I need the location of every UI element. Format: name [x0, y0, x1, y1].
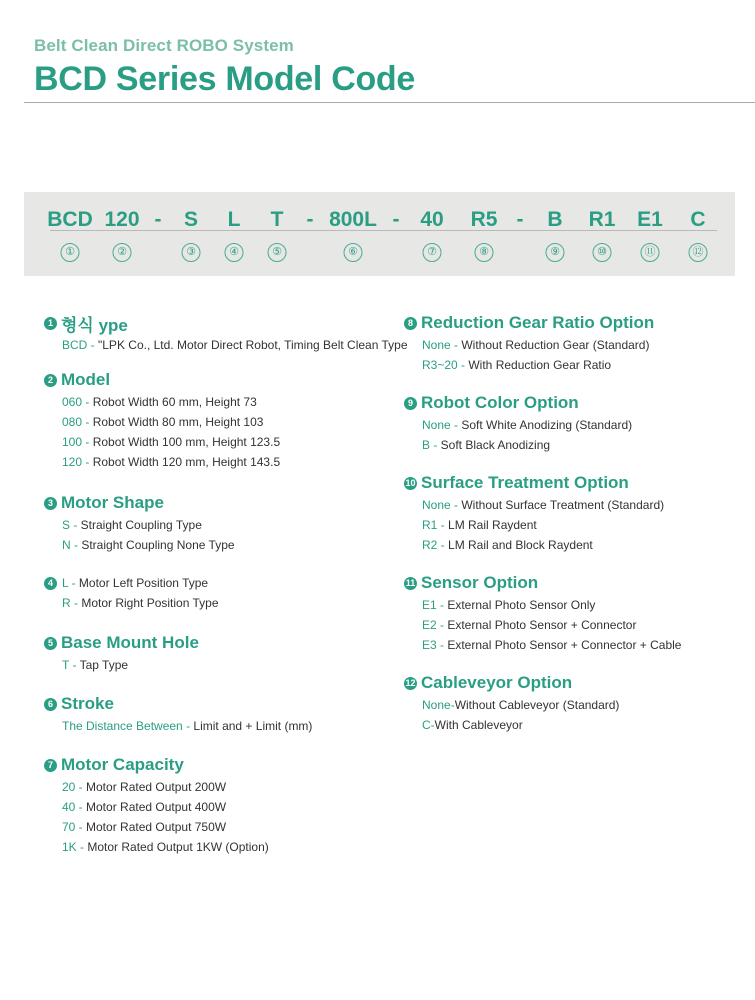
- list-item: [404, 415, 744, 435]
- code-number-2: ②: [113, 243, 132, 262]
- item-code: None -: [422, 338, 462, 352]
- code-number-9: ⑨: [546, 243, 565, 262]
- section-motor-shape: [44, 491, 374, 573]
- section-surface-treatment: [404, 471, 744, 571]
- list-item: [44, 515, 374, 535]
- section-number-badge: 10: [405, 477, 416, 488]
- section-title: Motor Shape: [61, 493, 164, 512]
- item-code: N -: [62, 538, 82, 552]
- item-code: The Distance Between -: [62, 719, 194, 733]
- item-text: Soft Black Anodizing: [440, 438, 551, 452]
- item-code: 40 -: [62, 800, 87, 814]
- code-number-3: ③: [182, 243, 201, 262]
- section-heading: [44, 311, 374, 335]
- code-part-motor-position: L: [227, 208, 241, 231]
- code-number-10: ⑩: [593, 243, 612, 262]
- item-text: Soft White Anodizing (Standard): [461, 418, 633, 432]
- item-text: Robot Width 80 mm, Height 103: [92, 415, 264, 429]
- section-heading: [404, 311, 744, 335]
- code-number-4: ④: [225, 243, 244, 262]
- item-code: S -: [62, 518, 81, 532]
- code-part-dash: -: [392, 208, 400, 231]
- section-sensor: [404, 571, 744, 671]
- item-text: External Photo Sensor + Connector + Cable: [447, 638, 682, 652]
- item-text: Without Cableveyor (Standard): [454, 698, 620, 712]
- section-title: Reduction Gear Ratio Option: [421, 313, 655, 332]
- item-code: E3 -: [422, 638, 448, 652]
- item-code: R1 -: [422, 518, 449, 532]
- item-text: Motor Left Position Type: [78, 576, 209, 590]
- section-title: Stroke: [61, 694, 114, 713]
- section-heading: [44, 692, 374, 716]
- right-column: [404, 311, 744, 735]
- section-title: 형식 ype: [61, 315, 128, 335]
- code-part-dash: -: [516, 208, 524, 231]
- list-item: [404, 335, 744, 355]
- code-part-sensor: E1: [637, 208, 663, 231]
- section-number-badge: 7: [44, 759, 57, 772]
- list-item: [44, 797, 374, 817]
- code-number-1: ①: [61, 243, 80, 262]
- section-heading: [404, 471, 744, 495]
- list-item: [404, 715, 744, 735]
- item-code: R2 -: [422, 538, 449, 552]
- item-code: 080 -: [62, 415, 93, 429]
- section-heading: [44, 631, 374, 655]
- item-text: External Photo Sensor + Connector: [447, 618, 637, 632]
- section-stroke: [44, 692, 374, 753]
- section-heading: [44, 753, 374, 777]
- section-base-mount-hole: [44, 631, 374, 692]
- item-code: C-: [422, 718, 435, 732]
- code-part-bcd: BCD: [47, 208, 93, 231]
- item-code: 20 -: [62, 780, 87, 794]
- section-reduction-gear: [404, 311, 744, 391]
- list-item: [44, 335, 408, 355]
- item-code: None -: [422, 418, 462, 432]
- section-number-badge: 6: [44, 698, 57, 711]
- code-part-dash: -: [306, 208, 314, 231]
- item-code: 1K -: [62, 840, 88, 854]
- item-text: Motor Rated Output 1KW (Option): [87, 840, 269, 854]
- item-code: E2 -: [422, 618, 448, 632]
- list-item: [404, 595, 744, 615]
- item-code: T -: [62, 658, 80, 672]
- list-item: [404, 355, 744, 375]
- item-text: External Photo Sensor Only: [447, 598, 596, 612]
- item-text: Motor Rated Output 400W: [86, 800, 227, 814]
- item-code: 060 -: [62, 395, 93, 409]
- section-number-badge: 1: [44, 317, 57, 330]
- code-part-motor-capacity: 40: [420, 208, 444, 231]
- item-text: Tap Type: [79, 658, 129, 672]
- page-subtitle: Belt Clean Direct ROBO System: [34, 36, 294, 55]
- header-divider: [24, 102, 755, 103]
- list-item: [404, 695, 744, 715]
- list-item: [44, 716, 374, 736]
- item-text: Without Surface Treatment (Standard): [461, 498, 665, 512]
- section-heading: [404, 391, 744, 415]
- page-title: BCD Series Model Code: [34, 60, 415, 98]
- section-motor-capacity: [44, 753, 374, 857]
- item-code: 120 -: [62, 455, 93, 469]
- model-code-band: [24, 192, 735, 276]
- item-code: 100 -: [62, 435, 93, 449]
- item-text: Robot Width 60 mm, Height 73: [92, 395, 257, 409]
- code-part-base-mount: T: [270, 208, 284, 231]
- section-number-badge: 11: [405, 577, 416, 588]
- section-title: Cableveyor Option: [421, 673, 573, 692]
- list-item: [44, 655, 374, 675]
- section-heading: [404, 571, 744, 595]
- section-number-badge: 2: [44, 374, 57, 387]
- list-item: [404, 515, 744, 535]
- section-number-badge: 3: [44, 497, 57, 510]
- section-robot-color: [404, 391, 744, 471]
- list-item: [44, 777, 374, 797]
- page-header: [34, 36, 415, 99]
- section-title: Surface Treatment Option: [421, 473, 629, 492]
- item-text: Motor Rated Output 200W: [86, 780, 227, 794]
- model-code-divider: [50, 230, 717, 231]
- list-item: [44, 412, 374, 432]
- list-item: [61, 573, 208, 593]
- code-number-12: ⑫: [689, 243, 708, 262]
- code-part-motor-shape: S: [183, 208, 199, 231]
- item-text: Straight Coupling Type: [80, 518, 202, 532]
- item-code: BCD -: [62, 338, 98, 352]
- code-number-8: ⑧: [475, 243, 494, 262]
- item-text: Motor Rated Output 750W: [86, 820, 227, 834]
- item-code: 70 -: [62, 820, 87, 834]
- list-item: [44, 392, 374, 412]
- section-number-badge: 8: [404, 317, 417, 330]
- section-cableveyor: [404, 671, 744, 735]
- code-number-6: ⑥: [344, 243, 363, 262]
- item-text: Straight Coupling None Type: [81, 538, 235, 552]
- section-title: Motor Capacity: [61, 755, 184, 774]
- section-heading: [44, 491, 374, 515]
- item-code: B -: [422, 438, 441, 452]
- code-number-11: ⑪: [641, 243, 660, 262]
- item-code: R -: [62, 596, 82, 610]
- item-code: None-: [422, 698, 455, 712]
- list-item: [44, 535, 374, 555]
- list-item: [404, 535, 744, 555]
- code-number-5: ⑤: [268, 243, 287, 262]
- item-text: Robot Width 100 mm, Height 123.5: [92, 435, 281, 449]
- code-part-reduction-gear: R5: [470, 208, 498, 231]
- item-code: L -: [62, 576, 79, 590]
- section-title: Robot Color Option: [421, 393, 579, 412]
- item-text: Motor Right Position Type: [81, 596, 219, 610]
- section-type: [44, 311, 408, 368]
- list-item: [404, 615, 744, 635]
- item-text: LM Rail and Block Raydent: [448, 538, 593, 552]
- code-part-color: B: [547, 208, 563, 231]
- code-part-surface: R1: [588, 208, 616, 231]
- section-heading: [44, 573, 374, 593]
- code-number-7: ⑦: [423, 243, 442, 262]
- section-model: [44, 368, 374, 491]
- section-number-badge: 4: [44, 577, 57, 590]
- item-text: Limit and + Limit (mm): [193, 719, 313, 733]
- list-item: [404, 435, 744, 455]
- code-part-dash: -: [154, 208, 162, 231]
- code-part-cableveyor: C: [690, 208, 706, 231]
- item-code: E1 -: [422, 598, 448, 612]
- item-code: None -: [422, 498, 462, 512]
- list-item: [44, 593, 374, 613]
- item-code: R3~20 -: [422, 358, 469, 372]
- list-item: [44, 432, 374, 452]
- code-part-model: 120: [104, 208, 140, 231]
- section-title: Base Mount Hole: [61, 633, 199, 652]
- section-title: Sensor Option: [421, 573, 539, 592]
- section-number-badge: 12: [405, 677, 416, 688]
- item-text: Robot Width 120 mm, Height 143.5: [92, 455, 281, 469]
- item-text: LM Rail Raydent: [448, 518, 537, 532]
- list-item: [404, 495, 744, 515]
- item-text: "LPK Co., Ltd. Motor Direct Robot, Timing Belt Clean Type: [98, 338, 408, 352]
- section-number-badge: 9: [404, 397, 417, 410]
- section-heading: [44, 368, 374, 392]
- section-heading: [404, 671, 744, 695]
- list-item: [44, 837, 374, 857]
- section-title: Model: [61, 370, 111, 389]
- item-text: Without Reduction Gear (Standard): [461, 338, 650, 352]
- list-item: [44, 452, 374, 472]
- item-text: With Reduction Gear Ratio: [468, 358, 612, 372]
- left-column: [44, 311, 408, 857]
- list-item: [44, 817, 374, 837]
- item-text: With Cableveyor: [434, 718, 523, 732]
- section-motor-position: [44, 573, 374, 631]
- code-part-stroke: 800L: [329, 208, 377, 231]
- section-number-badge: 5: [44, 637, 57, 650]
- list-item: [404, 635, 744, 655]
